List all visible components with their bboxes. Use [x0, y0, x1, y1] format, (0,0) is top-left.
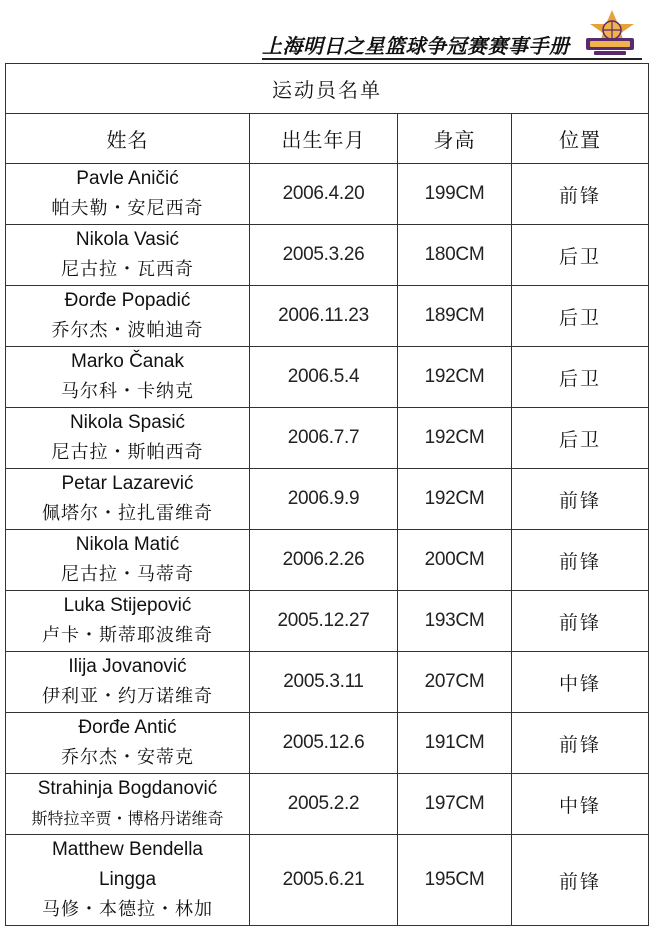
header-rule	[262, 58, 642, 60]
player-name-zh: 斯特拉辛贾・博格丹诺维奇	[31, 809, 224, 828]
player-name-cell	[6, 225, 250, 286]
column-header-birth: 出生年月	[250, 114, 398, 164]
player-name-cell	[6, 347, 250, 408]
column-header-name: 姓名	[6, 114, 250, 164]
table-row	[6, 591, 649, 652]
table-row	[6, 286, 649, 347]
table-row	[6, 225, 649, 286]
player-name-cell	[6, 286, 250, 347]
page-header	[0, 0, 658, 62]
player-position: 前锋	[512, 530, 649, 591]
table-row	[6, 713, 649, 774]
player-birth: 2005.12.27	[250, 591, 398, 652]
player-position: 后卫	[512, 347, 649, 408]
player-height: 199CM	[398, 164, 512, 225]
player-name-cell	[6, 713, 250, 774]
player-position: 前锋	[512, 164, 649, 225]
player-position: 前锋	[512, 591, 649, 652]
player-height: 191CM	[398, 713, 512, 774]
table-row	[6, 408, 649, 469]
player-position: 中锋	[512, 774, 649, 835]
player-height: 200CM	[398, 530, 512, 591]
player-position: 后卫	[512, 225, 649, 286]
player-name-en: Petar Lazarević	[61, 473, 194, 494]
player-name-cell	[6, 652, 250, 713]
player-name-zh: 马尔科・卡纳克	[61, 381, 194, 402]
player-birth: 2006.9.9	[250, 469, 398, 530]
table-row	[6, 530, 649, 591]
player-position: 前锋	[512, 713, 649, 774]
handbook-title: 上海明日之星篮球争冠赛赛事手册	[262, 34, 570, 58]
player-name-en: Luka Stijepović	[63, 595, 192, 616]
player-birth: 2006.2.26	[250, 530, 398, 591]
player-name-en: Nikola Matić	[75, 534, 180, 555]
player-name-en: Ilija Jovanović	[68, 656, 187, 677]
player-position: 后卫	[512, 408, 649, 469]
player-height: 193CM	[398, 591, 512, 652]
player-birth: 2005.3.11	[250, 652, 398, 713]
column-header-position: 位置	[512, 114, 649, 164]
player-name-zh: 卢卡・斯蒂耶波维奇	[42, 625, 213, 646]
player-birth: 2006.7.7	[250, 408, 398, 469]
player-name-zh: 伊利亚・约万诺维奇	[42, 686, 213, 707]
player-height: 192CM	[398, 408, 512, 469]
player-position: 前锋	[512, 469, 649, 530]
table-row	[6, 774, 649, 835]
player-birth: 2006.11.23	[250, 286, 398, 347]
player-name-zh: 尼古拉・马蒂奇	[61, 564, 194, 585]
player-height: 192CM	[398, 469, 512, 530]
player-name-en: Pavle Aničić	[76, 168, 179, 189]
column-header-height: 身高	[398, 114, 512, 164]
player-height: 180CM	[398, 225, 512, 286]
player-position: 后卫	[512, 286, 649, 347]
table-row	[6, 164, 649, 225]
player-name-cell	[6, 164, 250, 225]
table-caption: 运动员名单	[6, 64, 649, 114]
player-birth: 2005.6.21	[250, 835, 398, 926]
player-name-en: Đorđe Antić	[78, 717, 177, 738]
player-birth: 2005.12.6	[250, 713, 398, 774]
player-name-en: Đorđe Popadić	[64, 290, 191, 311]
player-name-cell	[6, 530, 250, 591]
player-height: 197CM	[398, 774, 512, 835]
player-birth: 2005.2.2	[250, 774, 398, 835]
player-name-zh: 乔尔杰・安蒂克	[61, 747, 194, 768]
player-name-en: Strahinja Bogdanović	[37, 778, 218, 799]
player-name-en: Nikola Spasić	[69, 412, 186, 433]
player-name-cell	[6, 408, 250, 469]
player-height: 192CM	[398, 347, 512, 408]
player-name-cell	[6, 774, 250, 835]
player-name-en: Nikola Vasić	[75, 229, 180, 250]
roster-table	[5, 63, 649, 926]
table-row	[6, 347, 649, 408]
player-height: 195CM	[398, 835, 512, 926]
player-height: 207CM	[398, 652, 512, 713]
player-birth: 2006.5.4	[250, 347, 398, 408]
table-row	[6, 652, 649, 713]
basketball-star-logo-icon	[582, 8, 638, 58]
player-name-cell	[6, 469, 250, 530]
player-name-zh: 帕夫勒・安尼西奇	[51, 198, 204, 219]
player-position: 中锋	[512, 652, 649, 713]
player-name-zh: 尼古拉・瓦西奇	[61, 259, 194, 280]
player-position: 前锋	[512, 835, 649, 926]
player-birth: 2005.3.26	[250, 225, 398, 286]
player-height: 189CM	[398, 286, 512, 347]
player-name-zh: 佩塔尔・拉扎雷维奇	[42, 503, 213, 524]
player-name-zh: 马修・本德拉・林加	[42, 899, 213, 920]
player-name-en-continued: Lingga	[98, 869, 157, 890]
player-name-en: Matthew Bendella	[51, 839, 204, 860]
table-row	[6, 835, 649, 926]
header-row	[6, 114, 649, 164]
player-name-zh: 尼古拉・斯帕西奇	[51, 442, 204, 463]
table-row	[6, 469, 649, 530]
player-name-en: Marko Čanak	[71, 351, 184, 372]
player-name-cell	[6, 835, 250, 926]
player-name-cell	[6, 591, 250, 652]
player-name-zh: 乔尔杰・波帕迪奇	[51, 320, 204, 341]
player-birth: 2006.4.20	[250, 164, 398, 225]
